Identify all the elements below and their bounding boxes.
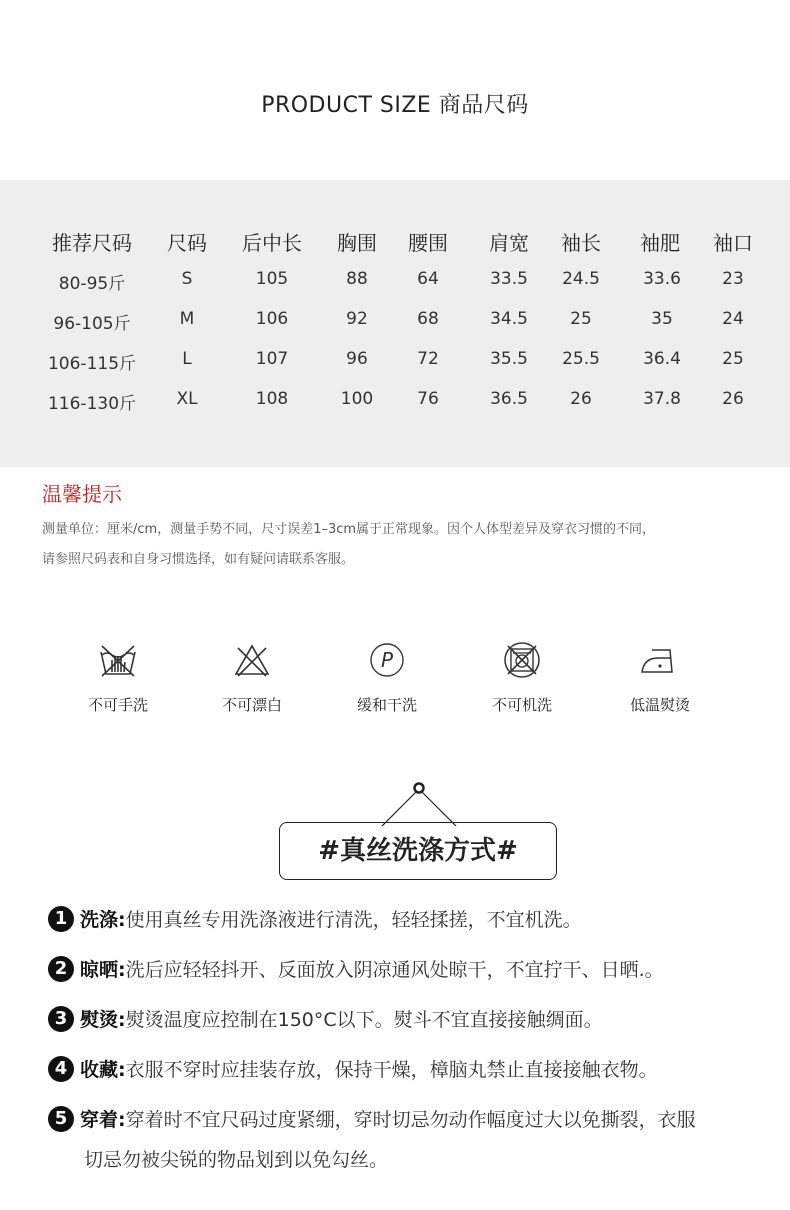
col-header-shoulder: 肩宽 (489, 231, 529, 255)
col-header-waist: 腰围 (408, 231, 448, 255)
instruction-text: 使用真丝专用洗涤液进行清洗，轻轻揉搓，不宜机洗。 (125, 909, 582, 931)
tips-line-2: 请参照尺码表和自身习惯选择，如有疑问请联系客服。 (42, 552, 355, 567)
instruction-key: 洗涤: (80, 909, 126, 931)
table-cell: 107 (255, 349, 289, 369)
table-cell: 37.8 (643, 389, 681, 409)
care-item-dry-clean (337, 640, 437, 715)
instruction-item (48, 1098, 790, 1142)
number-badge: 1 (48, 906, 74, 932)
care-label: 不可漂白 (221, 696, 282, 714)
number-badge: 5 (48, 1106, 74, 1132)
table-cell: 26 (722, 389, 744, 409)
hanger-icon (378, 780, 460, 826)
table-cell: 72 (417, 349, 439, 369)
col-header-chest: 胸围 (337, 231, 377, 255)
instruction-continuation: 切忌勿被尖锐的物品划到以免勾丝。 (84, 1149, 389, 1171)
number-badge: 4 (48, 1056, 74, 1082)
page-title: PRODUCT SIZE 商品尺码 (261, 93, 529, 118)
dry-clean-p-icon (367, 640, 407, 680)
table-cell: 34.5 (490, 309, 528, 329)
table-cell: 116-130斤 (47, 394, 137, 414)
table-cell: 88 (346, 269, 368, 289)
number-badge: 3 (48, 1006, 74, 1032)
col-header-sleeve-width: 袖肥 (640, 231, 680, 255)
care-item-no-hand-wash (68, 640, 168, 715)
no-hand-wash-icon (98, 640, 138, 680)
care-label: 不可机洗 (491, 696, 552, 714)
tips-title: 温馨提示 (42, 482, 122, 506)
table-cell: 106-115斤 (47, 354, 137, 374)
care-label: 缓和干洗 (356, 696, 417, 714)
table-cell: 24 (722, 309, 744, 329)
table-cell: 35.5 (490, 349, 528, 369)
table-cell: 64 (417, 269, 439, 289)
no-bleach-icon (232, 640, 272, 680)
instruction-item (48, 948, 790, 992)
care-item-no-bleach (202, 640, 302, 715)
instruction-text: 衣服不穿时应挂装存放，保持干燥，樟脑丸禁止直接接触衣物。 (125, 1059, 658, 1081)
col-header-back-length: 后中长 (242, 231, 302, 255)
table-cell: 80-95斤 (58, 274, 126, 294)
table-cell: XL (176, 389, 198, 409)
instruction-item (48, 1048, 790, 1092)
table-cell: 25.5 (562, 349, 600, 369)
svg-text:P: P (380, 648, 394, 672)
table-cell: 76 (417, 389, 439, 409)
table-cell: 24.5 (562, 269, 600, 289)
table-cell: L (182, 349, 192, 369)
table-cell: 25 (722, 349, 744, 369)
table-cell: M (179, 309, 195, 329)
size-table (0, 180, 790, 467)
table-cell: 108 (255, 389, 289, 409)
table-cell: 35 (651, 309, 673, 329)
care-label: 低温熨烫 (629, 696, 690, 714)
table-cell: 105 (255, 269, 289, 289)
instruction-item (48, 998, 790, 1042)
no-machine-wash-icon (502, 640, 542, 680)
instruction-key: 熨烫: (80, 1009, 126, 1031)
table-cell: 36.4 (643, 349, 681, 369)
instruction-text: 穿着时不宜尺码过度紧绷，穿时切忌勿动作幅度过大以免撕裂，衣服 (125, 1109, 696, 1131)
care-item-low-iron (610, 640, 710, 715)
instruction-key: 收藏: (80, 1059, 126, 1081)
wash-method-title: #真丝洗涤方式# (279, 822, 557, 880)
instruction-key: 穿着: (80, 1109, 126, 1131)
table-cell: 92 (346, 309, 368, 329)
col-header-recommended: 推荐尺码 (52, 231, 132, 255)
col-header-cuff: 袖口 (713, 231, 753, 255)
instruction-text: 洗后应轻轻抖开、反面放入阴凉通风处晾干，不宜拧干、日晒.。 (125, 959, 664, 981)
table-cell: 26 (570, 389, 592, 409)
care-item-no-machine-wash (472, 640, 572, 715)
table-cell: 33.5 (490, 269, 528, 289)
table-cell: 96 (346, 349, 368, 369)
table-cell: 33.6 (643, 269, 681, 289)
table-cell: 68 (417, 309, 439, 329)
table-cell: S (181, 269, 193, 289)
instruction-item (48, 898, 790, 942)
table-cell: 106 (255, 309, 289, 329)
instruction-text: 熨烫温度应控制在150°C以下。熨斗不宜直接接触绸面。 (125, 1009, 603, 1031)
number-badge: 2 (48, 956, 74, 982)
instruction-key: 晾晒: (80, 959, 126, 981)
table-cell: 96-105斤 (53, 314, 131, 334)
table-cell: 25 (570, 309, 592, 329)
tips-line-1: 测量单位：厘米/cm，测量手势不同，尺寸误差1–3cm属于正常现象。因个人体型差异及穿衣习惯的不同， (42, 522, 656, 537)
table-cell: 23 (722, 269, 744, 289)
col-header-sleeve-length: 袖长 (561, 231, 601, 255)
table-cell: 100 (340, 389, 374, 409)
table-cell: 36.5 (490, 389, 528, 409)
low-temp-iron-icon (640, 640, 680, 680)
care-label: 不可手洗 (87, 696, 148, 714)
col-header-size: 尺码 (167, 231, 207, 255)
